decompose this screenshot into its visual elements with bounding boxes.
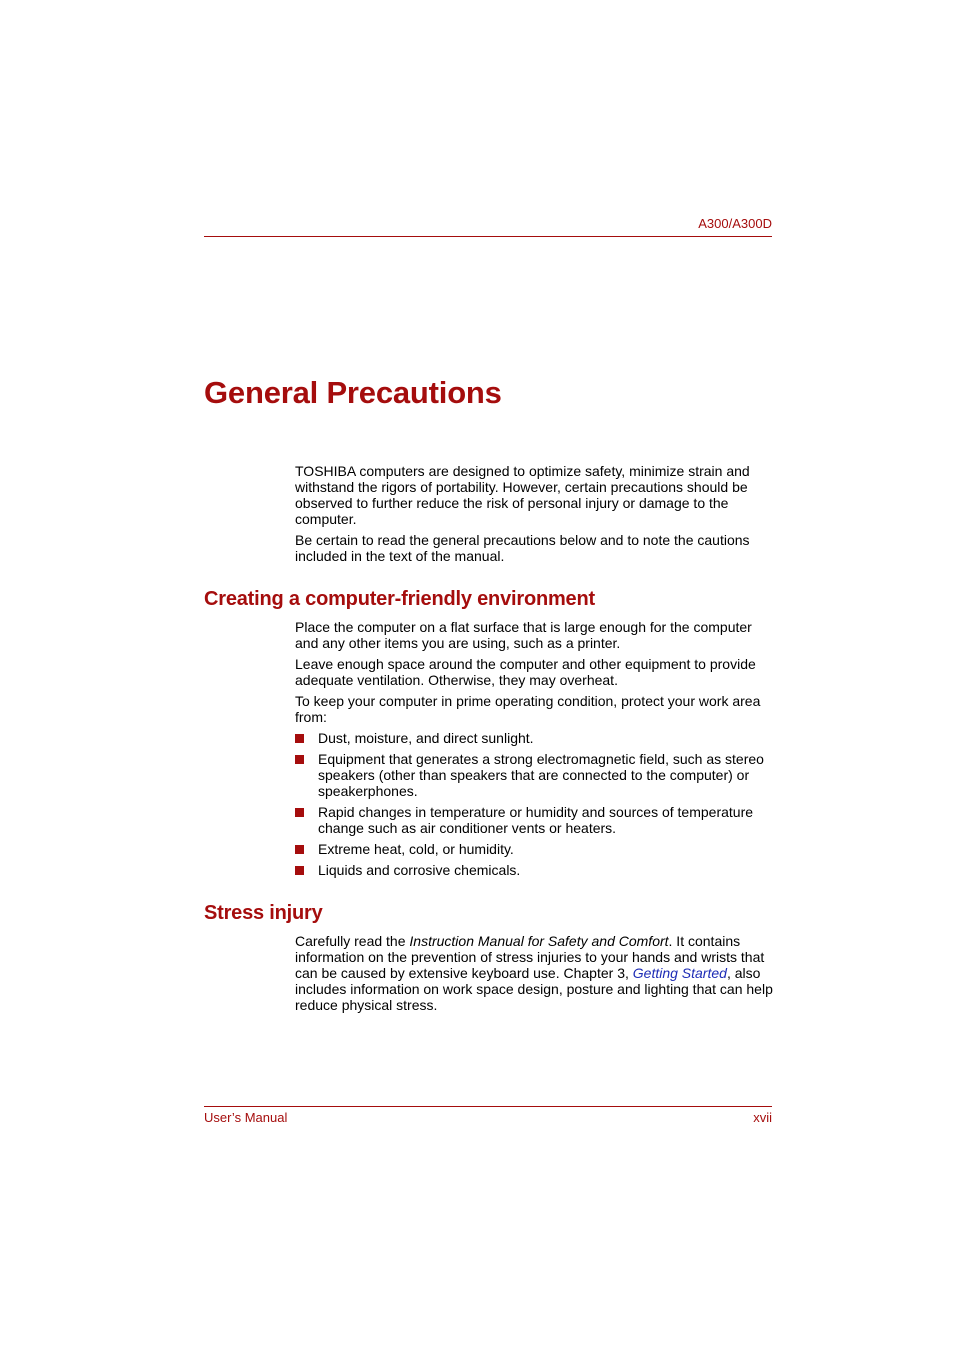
- environment-block: [295, 619, 773, 883]
- square-bullet-icon: [295, 808, 304, 817]
- page-number: xvii: [753, 1110, 772, 1125]
- header-divider: [204, 236, 772, 237]
- section-title-environment: Creating a computer-friendly environment: [204, 588, 595, 610]
- intro-block: [295, 463, 773, 569]
- list-item: [295, 804, 773, 836]
- hazard-list: [295, 730, 773, 878]
- stress-text-3: , also includes information on work space design, posture and lighting that can help reduce physical stress.: [295, 965, 773, 1013]
- page-title: General Precautions: [204, 375, 502, 410]
- square-bullet-icon: [295, 866, 304, 875]
- footer-divider: [204, 1106, 772, 1107]
- square-bullet-icon: [295, 755, 304, 764]
- header-model-label: A300/A300D: [698, 216, 772, 231]
- square-bullet-icon: [295, 845, 304, 854]
- list-item-text: Extreme heat, cold, or humidity.: [318, 841, 514, 857]
- list-item: [295, 751, 773, 799]
- environment-paragraph: To keep your computer in prime operating condition, protect your work area from:: [295, 693, 761, 725]
- getting-started-link[interactable]: Getting Started: [632, 965, 727, 981]
- intro-paragraph: TOSHIBA computers are designed to optimize safety, minimize strain and withstand the rigors of portability. However, certain precautions should be observed to further reduce the risk of personal injury or damage to the computer.: [295, 463, 750, 527]
- stress-paragraph: [295, 933, 773, 1013]
- intro-paragraph: Be certain to read the general precautions below and to note the cautions included in the text of the manual.: [295, 532, 750, 564]
- stress-block: [295, 933, 773, 1018]
- list-item: [295, 730, 773, 746]
- stress-text-2: . It contains information on the prevention of stress injuries to your hands and wrists that can be caused by extensive keyboard use. Chapter 3,: [295, 933, 765, 981]
- list-item-text: Liquids and corrosive chemicals.: [318, 862, 521, 878]
- environment-paragraph: Place the computer on a flat surface that is large enough for the computer and any other items you are using, such as a printer.: [295, 619, 752, 651]
- environment-paragraph: Leave enough space around the computer and other equipment to provide adequate ventilation. Otherwise, they may overheat.: [295, 656, 756, 688]
- list-item: [295, 841, 773, 857]
- list-item: [295, 862, 773, 878]
- list-item-text: Dust, moisture, and direct sunlight.: [318, 730, 534, 746]
- footer-manual-label: User’s Manual: [204, 1110, 288, 1125]
- square-bullet-icon: [295, 734, 304, 743]
- stress-text-1: Carefully read the: [295, 933, 410, 949]
- list-item-text: Rapid changes in temperature or humidity and sources of temperature change such as air conditioner vents or heaters.: [318, 804, 754, 836]
- list-item-text: Equipment that generates a strong electromagnetic field, such as stereo speakers (other than speakers that are connected to the computer) or speakerphones.: [318, 751, 764, 799]
- manual-title: Instruction Manual for Safety and Comfort: [409, 933, 669, 949]
- section-title-stress-injury: Stress injury: [204, 902, 323, 924]
